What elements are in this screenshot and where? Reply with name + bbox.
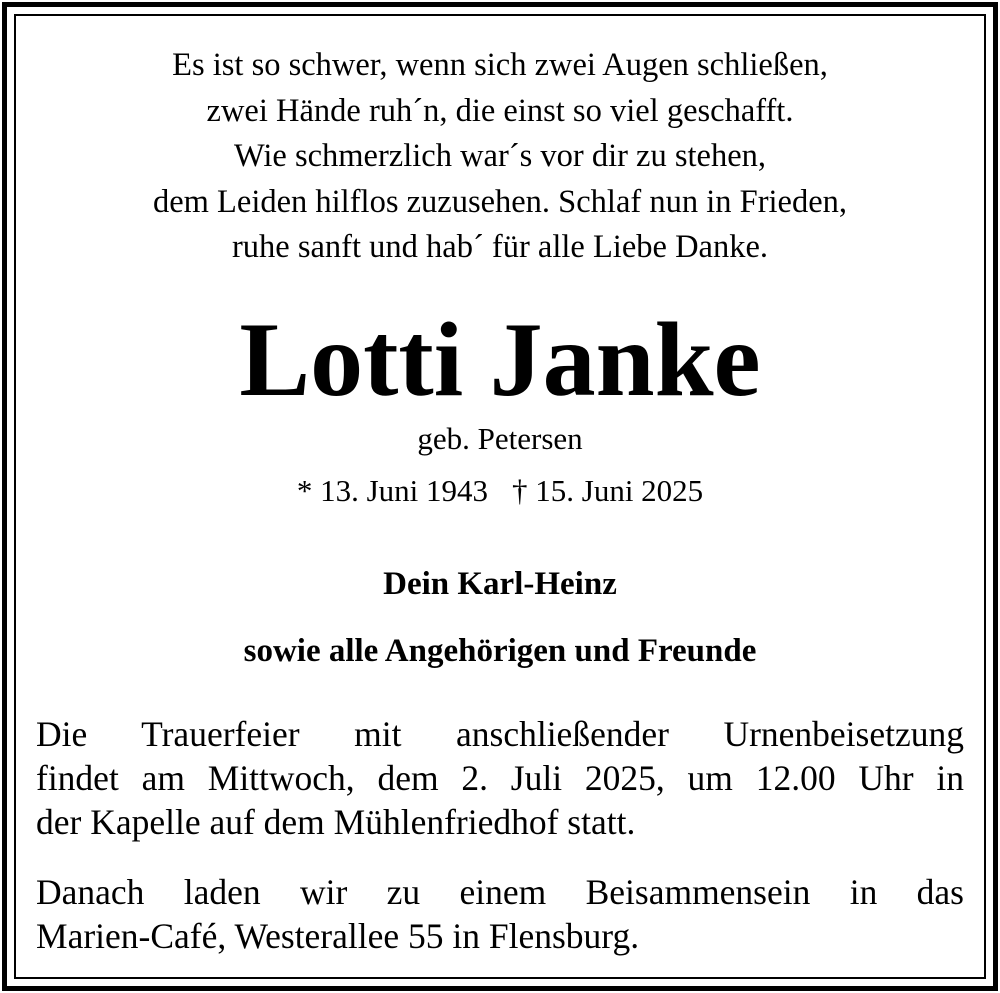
family-and-friends: sowie alle Angehörigen und Freunde [243, 633, 757, 669]
birth-date: * 13. Juni 1943 [296, 473, 488, 508]
reception-line: Danach laden wir zu einem Beisammensein in das [36, 872, 964, 912]
deceased-name: Lotti Janke [239, 301, 761, 418]
ceremony-info [36, 712, 964, 844]
poem-line: Es ist so schwer, wenn sich zwei Augen schließen, [172, 47, 828, 83]
maiden-name: geb. Petersen [417, 421, 583, 456]
ceremony-line: der Kapelle auf dem Mühlenfriedhof statt. [36, 802, 636, 842]
poem-line: zwei Hände ruh´n, die einst so viel geschafft. [206, 92, 794, 129]
ceremony-line: findet am Mittwoch, dem 2. Juli 2025, um 12.00 Uhr in [36, 758, 964, 798]
death-date: † 15. Juni 2025 [512, 473, 704, 508]
poem-line: dem Leiden hilflos zuzusehen. Schlaf nun in Frieden, [152, 183, 848, 220]
life-dates [20, 471, 980, 511]
memorial-poem [20, 43, 980, 271]
ceremony-line: Die Trauerfeier mit anschließender Urnenbeisetzung [36, 714, 964, 754]
poem-line: Wie schmerzlich war´s vor dir zu stehen, [233, 138, 767, 174]
reception-info [36, 870, 964, 958]
primary-mourner: Dein Karl-Heinz [383, 566, 617, 602]
poem-line: ruhe sanft und hab´ für alle Liebe Danke. [231, 229, 769, 265]
reception-line: Marien-Café, Westerallee 55 in Flensburg. [36, 916, 640, 956]
